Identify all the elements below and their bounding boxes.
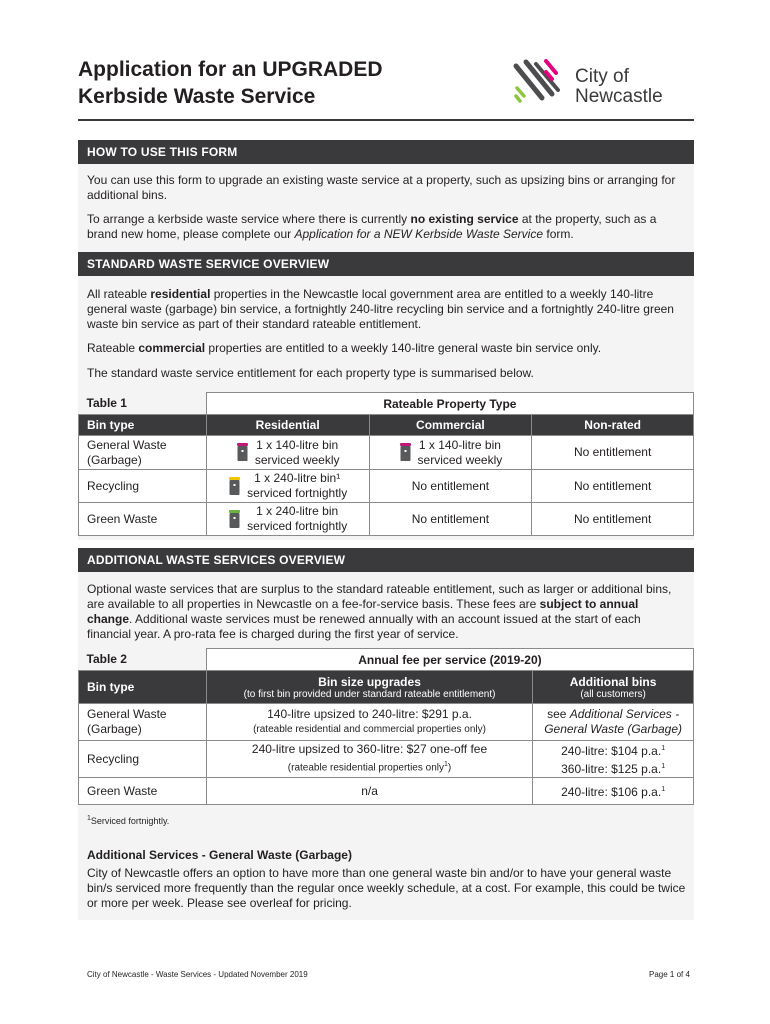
nonrated-cell: No entitlement [532, 503, 694, 536]
additional-price: 240-litre: $104 p.a. [561, 744, 662, 758]
page-title [78, 56, 383, 110]
footnote-marker: 1 [444, 761, 448, 769]
green-waste-bin-icon [228, 510, 241, 529]
additional-heading: ADDITIONAL WASTE SERVICES OVERVIEW [78, 548, 694, 572]
additional-price: 240-litre: $106 p.a. [561, 785, 662, 799]
additional-cell [533, 778, 694, 805]
text-emphasis: commercial [138, 341, 206, 355]
footnote-marker: 1 [661, 786, 666, 793]
bin-type-sublabel: (Garbage) [87, 452, 142, 467]
upgrade-cell: n/a [206, 778, 532, 805]
standard-paragraph-2 [87, 341, 687, 356]
recycling-bin-icon [228, 477, 241, 496]
text-fragment: ) [447, 762, 452, 774]
upgrade-price: 140-litre upsized to 240-litre: $291 p.a. [267, 707, 472, 721]
text-fragment: . Additional waste services must be renewed annually with an account issued at the start of each financial year. A pro-rata fee is charged during the first year of service. [87, 612, 641, 641]
footnote [87, 815, 169, 826]
standard-paragraph-1 [87, 287, 687, 332]
logo-line-1: City of [575, 66, 629, 87]
bin-type-sublabel: (Garbage) [87, 722, 142, 736]
table-row [79, 503, 694, 536]
residential-cell [206, 503, 369, 536]
additional-cell [533, 741, 694, 778]
table-2-header-additional [533, 671, 694, 704]
how-to-paragraph-1: You can use this form to upgrade an existing waste service at a property, such as upsizing bins or arranging for additional bins. [87, 173, 676, 202]
standard-heading: STANDARD WASTE SERVICE OVERVIEW [78, 252, 694, 276]
title-line-2: Kerbside Waste Service [78, 85, 316, 108]
additional-cell [533, 704, 694, 741]
upgrade-cell [206, 704, 532, 741]
header-subtitle: (to first bin provided under standard rateable entitlement) [243, 688, 496, 700]
upgrade-condition: (rateable residential and commercial properties only) [253, 724, 486, 735]
table-2-header-upgrades [206, 671, 532, 704]
text-fragment: Rateable [87, 341, 139, 355]
text-fragment: at the property, such as a brand new home, please complete our [87, 212, 657, 241]
table-1-header-residential: Residential [206, 415, 369, 436]
table-2-caption: Table 2 [79, 649, 207, 671]
text-fragment: Optional waste services that are surplus to the standard rateable entitlement, such as larger or additional bins, are available to all properties in Newcastle on a fee-for-service basis. These fees are [87, 582, 672, 611]
footnote-marker: 1 [661, 763, 666, 770]
text-fragment: (rateable residential properties only [287, 762, 444, 774]
standard-paragraph-3: The standard waste service entitlement for each property type is summarised below. [87, 366, 534, 380]
table-1-header-nonrated: Non-rated [532, 415, 694, 436]
bin-type-cell [79, 704, 207, 741]
service-text: 1 x 140-litre bin [418, 437, 501, 452]
additional-paragraph-1 [87, 582, 687, 642]
additional-gw-heading: Additional Services - General Waste (Garbage) [87, 848, 352, 862]
table-row [79, 470, 694, 503]
upgrade-price: 240-litre upsized to 360-litre: $27 one-off fee [251, 742, 488, 757]
form-title-reference: Application for a NEW Kerbside Waste Service [294, 227, 544, 241]
text-fragment: All rateable [87, 287, 151, 301]
logo-wordmark [575, 67, 663, 107]
city-of-newcastle-logo [512, 58, 692, 108]
upgrade-cell [206, 741, 532, 778]
header-divider [78, 119, 694, 121]
title-line-1: Application for an UPGRADED [78, 58, 383, 81]
service-text: 1 x 240-litre bin¹ [254, 471, 341, 485]
text-emphasis: residential [150, 287, 211, 301]
additional-gw-paragraph: City of Newcastle offers an option to have more than one general waste bin and/or to have your general waste bin/s serviced more frequently than the regular once weekly schedule, at a cost. For example, this could be twice or more per week. Please see overleaf for pricing. [87, 866, 686, 910]
page-number: Page 1 of 4 [649, 970, 690, 979]
service-frequency: serviced weekly [254, 452, 340, 467]
newcastle-logo-mark-icon [512, 58, 564, 106]
table-2-group-header: Annual fee per service (2019-20) [206, 649, 693, 671]
how-to-paragraph-2 [87, 212, 687, 242]
commercial-cell: No entitlement [369, 503, 532, 536]
text-fragment: properties in the Newcastle local government area are entitled to a weekly 140-litre general waste (garbage) bin service, a fortnightly 240-litre recycling bin service and a fortnightly 240-litre green waste bin service as part of their standard rateable entitlement. [87, 287, 674, 331]
residential-cell [206, 470, 369, 503]
table-2-header-bin-type: Bin type [79, 671, 207, 704]
header-title: Additional bins [569, 674, 657, 689]
table-2 [78, 648, 694, 805]
commercial-cell: No entitlement [369, 470, 532, 503]
text-fragment: properties are entitled to a weekly 140-litre general waste bin service only. [205, 341, 602, 355]
section-reference: General Waste (Garbage) [544, 722, 683, 736]
text-emphasis: subject to annual change [87, 597, 639, 626]
table-1-header-commercial: Commercial [369, 415, 532, 436]
bin-type-cell [79, 436, 207, 470]
upgrade-condition [207, 757, 532, 775]
service-frequency: serviced weekly [417, 452, 503, 467]
footnote-marker: 1 [661, 745, 666, 752]
bin-type-cell: Green Waste [79, 503, 207, 536]
commercial-cell [369, 436, 532, 470]
section-reference: Additional Services - [569, 707, 680, 721]
logo-line-2: Newcastle [575, 86, 663, 107]
bin-type-cell: Green Waste [79, 778, 207, 805]
service-text: 1 x 140-litre bin [256, 437, 339, 452]
service-frequency: serviced fortnightly [247, 486, 348, 500]
additional-price: 360-litre: $125 p.a. [561, 762, 662, 776]
header-title: Bin size upgrades [318, 674, 421, 689]
bin-type-label: General Waste [87, 437, 167, 452]
text-emphasis: no existing service [410, 212, 519, 226]
nonrated-cell: No entitlement [532, 436, 694, 470]
text-fragment: form. [543, 227, 574, 241]
text-fragment: see [547, 707, 570, 721]
table-1-caption: Table 1 [79, 393, 207, 415]
table-row [79, 741, 694, 778]
how-to-heading: HOW TO USE THIS FORM [78, 140, 694, 164]
general-waste-bin-icon [399, 443, 412, 462]
footer-text: City of Newcastle - Waste Services - Updated November 2019 [87, 970, 308, 979]
header-subtitle: (all customers) [580, 688, 646, 700]
general-waste-bin-icon [236, 443, 249, 462]
bin-type-cell: Recycling [79, 470, 207, 503]
table-row [79, 778, 694, 805]
table-row [79, 436, 694, 470]
bin-type-cell: Recycling [79, 741, 207, 778]
table-1 [78, 392, 694, 536]
service-text: 1 x 240-litre bin [256, 504, 339, 518]
footnote-text: Serviced fortnightly. [90, 816, 170, 826]
nonrated-cell: No entitlement [532, 470, 694, 503]
footnote-marker: 1 [87, 815, 91, 822]
service-frequency: serviced fortnightly [247, 519, 348, 533]
table-1-header-bin-type: Bin type [79, 415, 207, 436]
table-1-group-header: Rateable Property Type [206, 393, 693, 415]
text-fragment: To arrange a kerbside waste service where there is currently [87, 212, 411, 226]
bin-type-label: General Waste [87, 707, 167, 721]
residential-cell [206, 436, 369, 470]
table-row [79, 704, 694, 741]
